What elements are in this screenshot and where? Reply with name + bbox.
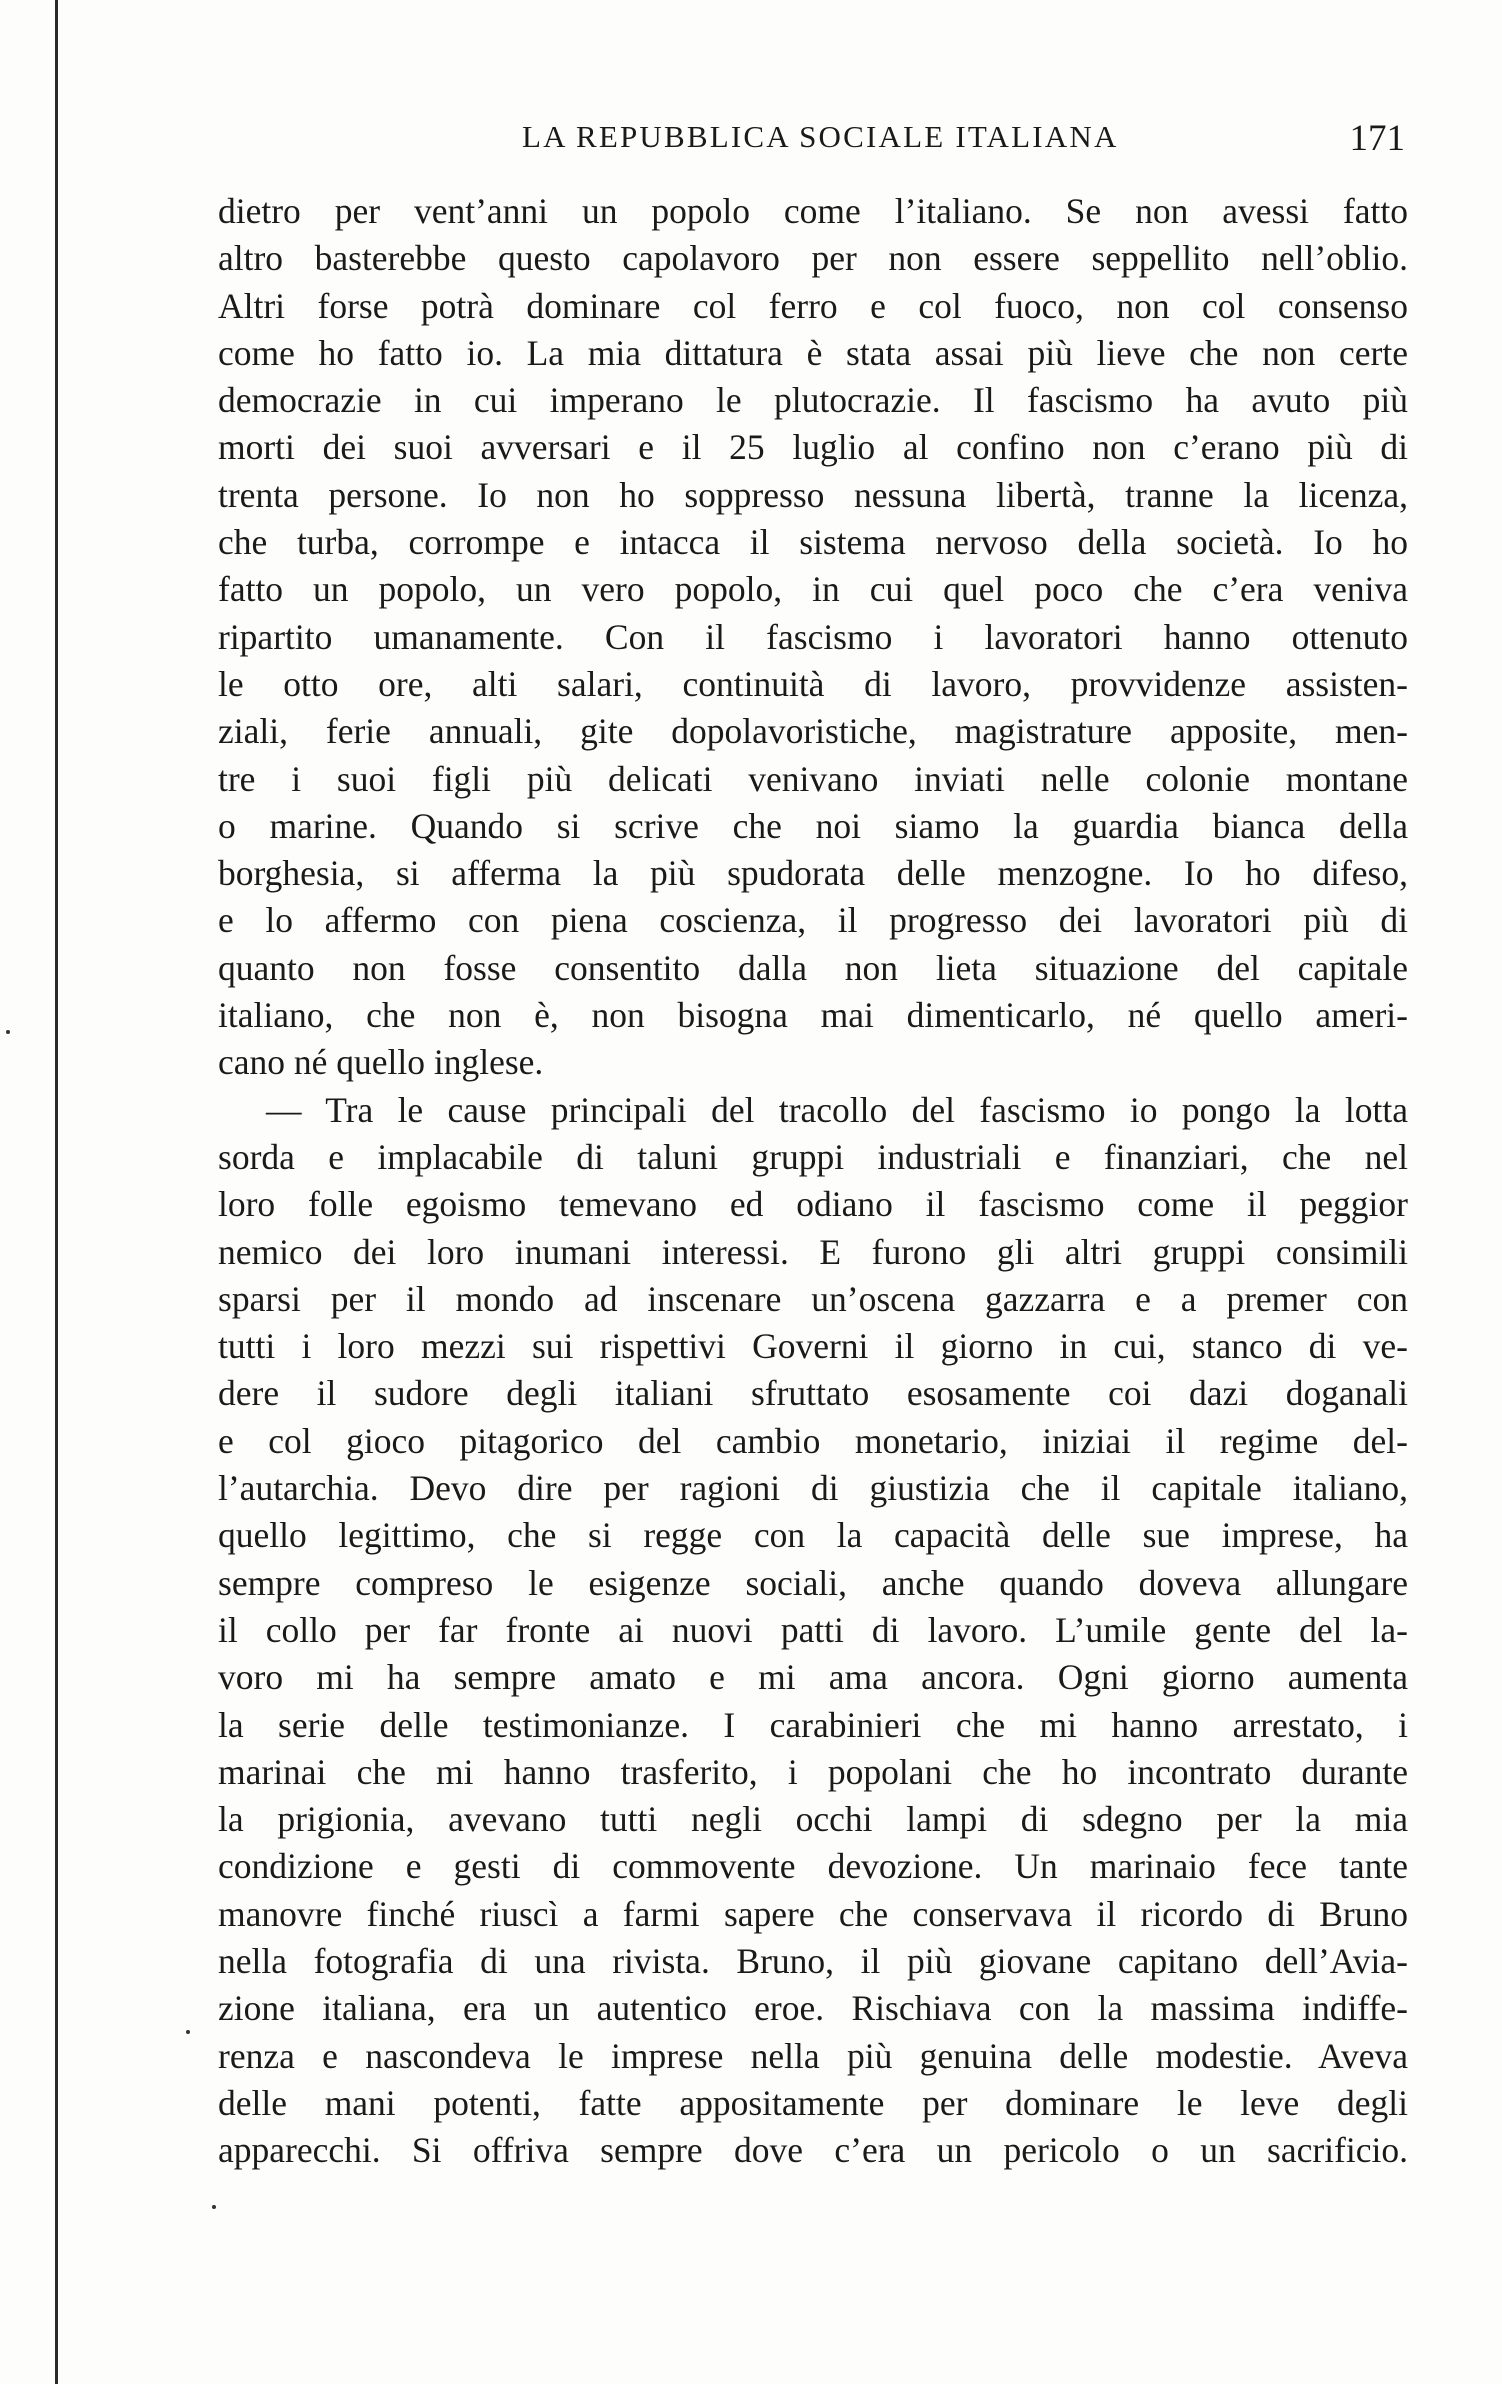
text-line: morti dei suoi avversari e il 25 luglio al confino non c’erano più di: [218, 427, 1408, 468]
text-line: borghesia, si afferma la più spudorata delle menzogne. Io ho difeso,: [218, 853, 1408, 894]
text-line: dere il sudore degli italiani sfruttato esosamente coi dazi doganali: [218, 1373, 1408, 1414]
text-line: ziali, ferie annuali, gite dopolavoristiche, magistrature apposite, men-: [218, 711, 1408, 752]
text-line: tutti i loro mezzi sui rispettivi Governi il giorno in cui, stanco di ve-: [218, 1326, 1408, 1367]
running-title: LA REPUBBLICA SOCIALE ITALIANA: [522, 119, 1119, 154]
text-line: e lo affermo con piena coscienza, il progresso dei lavoratori più di: [218, 900, 1408, 941]
text-line: apparecchi. Si offriva sempre dove c’era un pericolo o un sacrificio.: [218, 2130, 1408, 2171]
scan-speck: [6, 1030, 10, 1034]
page-binding-edge: [55, 0, 58, 2384]
text-line: sorda e implacabile di taluni gruppi industriali e finanziari, che nel: [218, 1136, 1408, 1177]
text-line: italiano, che non è, non bisogna mai dimenticarlo, né quello ameri-: [218, 995, 1408, 1036]
text-line: l’autarchia. Devo dire per ragioni di giustizia che il capitale italiano,: [218, 1468, 1408, 1509]
text-line: come ho fatto io. La mia dittatura è stata assai più lieve che non certe: [218, 332, 1408, 373]
scan-speck: [186, 2030, 190, 2034]
text-line: sparsi per il mondo ad inscenare un’oscena gazzarra e a premer con: [218, 1278, 1408, 1319]
text-line: sempre compreso le esigenze sociali, anche quando doveva allungare: [218, 1562, 1408, 1603]
text-line: renza e nascondeva le imprese nella più genuina delle modestie. Aveva: [218, 2035, 1408, 2076]
text-line: le otto ore, alti salari, continuità di lavoro, provvidenze assisten-: [218, 663, 1408, 704]
text-line: tre i suoi figli più delicati venivano inviati nelle colonie montane: [218, 758, 1408, 799]
text-line: o marine. Quando si scrive che noi siamo la guardia bianca della: [218, 805, 1408, 846]
text-line: il collo per far fronte ai nuovi patti di lavoro. L’umile gente del la-: [218, 1609, 1408, 1650]
text-line: ripartito umanamente. Con il fascismo i lavoratori hanno ottenuto: [218, 616, 1408, 657]
text-line-paragraph-end: cano né quello inglese.: [218, 1042, 544, 1083]
text-line: marinai che mi hanno trasferito, i popolani che ho incontrato durante: [218, 1751, 1408, 1792]
text-line: quanto non fosse consentito dalla non lieta situazione del capitale: [218, 947, 1408, 988]
text-line: nemico dei loro inumani interessi. E furono gli altri gruppi consimili: [218, 1231, 1408, 1272]
text-line: zione italiana, era un autentico eroe. Rischiava con la massima indiffe-: [218, 1988, 1408, 2029]
body-text: [218, 188, 1408, 2174]
text-line: Altri forse potrà dominare col ferro e col fuoco, non col consenso: [218, 285, 1408, 326]
text-line: e col gioco pitagorico del cambio monetario, iniziai il regime del-: [218, 1420, 1408, 1461]
text-line-paragraph-start: — Tra le cause principali del tracollo del fascismo io pongo la lotta: [266, 1089, 1408, 1130]
text-line: voro mi ha sempre amato e mi ama ancora. Ogni giorno aumenta: [218, 1657, 1408, 1698]
text-line: loro folle egoismo temevano ed odiano il fascismo come il peggior: [218, 1184, 1408, 1225]
text-line: la prigionia, avevano tutti negli occhi lampi di sdegno per la mia: [218, 1799, 1408, 1840]
text-line: altro basterebbe questo capolavoro per non essere seppellito nell’oblio.: [218, 238, 1408, 279]
text-line: nella fotografia di una rivista. Bruno, il più giovane capitano dell’Avia-: [218, 1940, 1408, 1981]
text-line: delle mani potenti, fatte appositamente per dominare le leve degli: [218, 2082, 1408, 2123]
text-line: quello legittimo, che si regge con la capacità delle sue imprese, ha: [218, 1515, 1408, 1556]
text-line: condizione e gesti di commovente devozione. Un marinaio fece tante: [218, 1846, 1408, 1887]
page-number: 171: [1349, 118, 1405, 159]
text-line: dietro per vent’anni un popolo come l’italiano. Se non avessi fatto: [218, 191, 1408, 231]
text-line: fatto un popolo, un vero popolo, in cui quel poco che c’era veniva: [218, 569, 1408, 610]
running-head: [222, 115, 1405, 165]
text-line: democrazie in cui imperano le plutocrazie. Il fascismo ha avuto più: [218, 380, 1408, 421]
text-line: manovre finché riuscì a farmi sapere che conservava il ricordo di Bruno: [218, 1893, 1408, 1934]
text-line: trenta persone. Io non ho soppresso nessuna libertà, tranne la licenza,: [218, 474, 1408, 515]
text-line: la serie delle testimonianze. I carabinieri che mi hanno arrestato, i: [218, 1704, 1408, 1745]
text-line: che turba, corrompe e intacca il sistema nervoso della società. Io ho: [218, 522, 1408, 563]
scan-speck: [212, 2205, 216, 2209]
